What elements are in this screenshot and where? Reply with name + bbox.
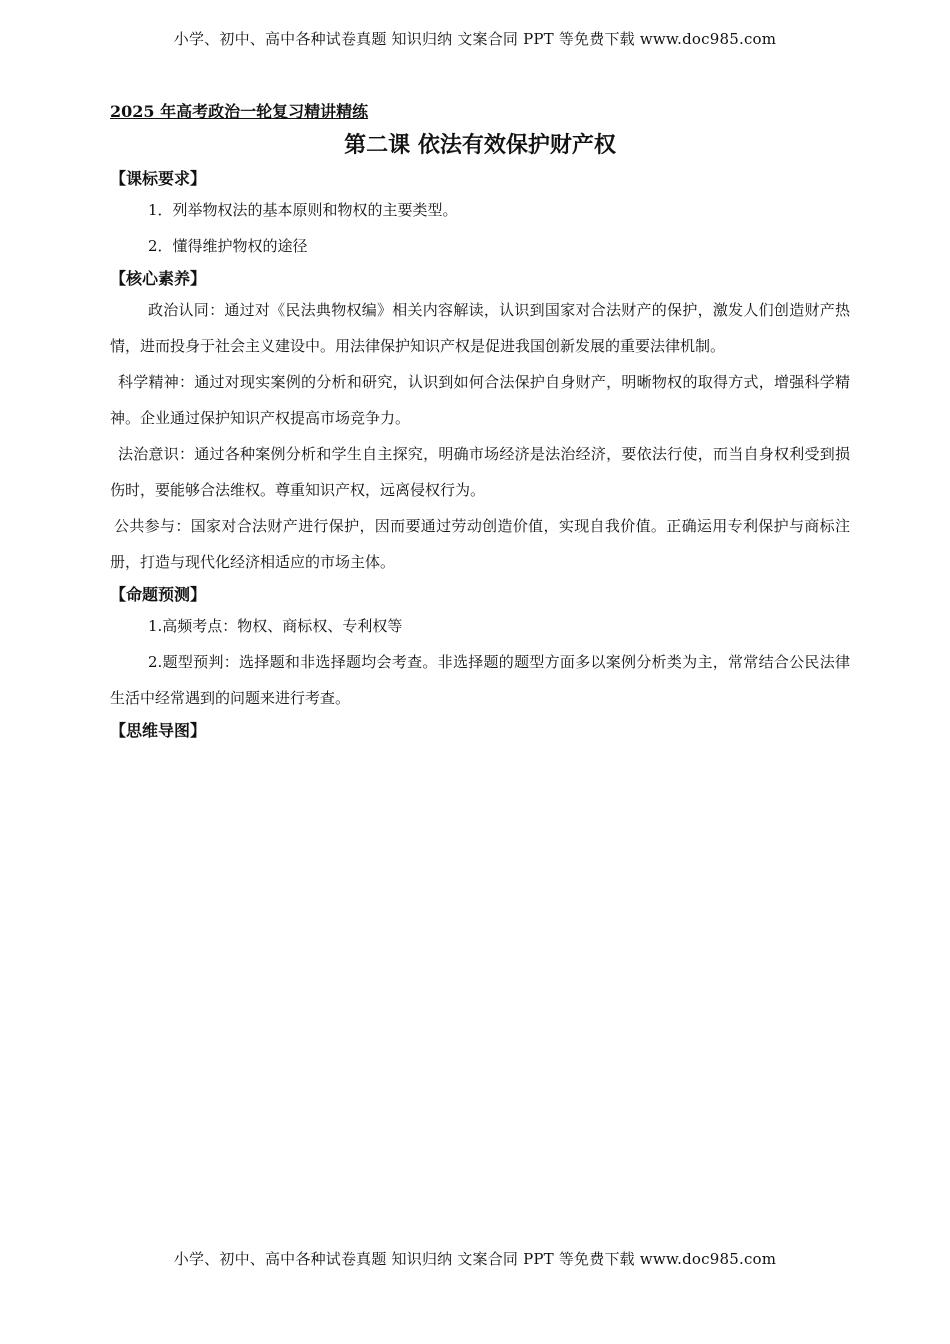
curriculum-item: 2．懂得维护物权的途径 (148, 237, 308, 255)
section-heading-prediction: 【命题预测】 (110, 585, 207, 604)
header-banner: 小学、初中、高中各种试卷真题 知识归纳 文案合同 PPT 等免费下载 www.doc985.com (173, 30, 777, 48)
literacy-paragraph-law: 法治意识：通过各种案例分析和学生自主探究，明确市场经济是法治经济，要依法行使，而当自身权利受到损伤时，要能够合法维权。尊重知识产权，远离侵权行为。 (110, 445, 850, 499)
footer-banner: 小学、初中、高中各种试卷真题 知识归纳 文案合同 PPT 等免费下载 www.doc985.com (173, 1250, 777, 1268)
literacy-paragraph-public: 公共参与：国家对合法财产进行保护，因而要通过劳动创造价值，实现自我价值。正确运用专利保护与商标注册，打造与现代化经济相适应的市场主体。 (110, 517, 850, 571)
prediction-item: 1.高频考点：物权、商标权、专利权等 (148, 617, 403, 635)
document-body (110, 100, 850, 744)
lesson-title: 第二课 依法有效保护财产权 (344, 133, 616, 158)
section-heading-literacy: 【核心素养】 (110, 269, 207, 288)
curriculum-item: 1．列举物权法的基本原则和物权的主要类型。 (148, 201, 458, 219)
section-heading-curriculum: 【课标要求】 (110, 169, 207, 188)
prediction-item: 2.题型预判：选择题和非选择题均会考查。非选择题的题型方面多以案例分析类为主，常常结合公民法律生活中经常遇到的问题来进行考查。 (110, 653, 850, 707)
section-heading-mindmap: 【思维导图】 (110, 721, 207, 740)
literacy-paragraph-science: 科学精神：通过对现实案例的分析和研究，认识到如何合法保护自身财产，明晰物权的取得方式，增强科学精神。企业通过保护知识产权提高市场竞争力。 (110, 373, 850, 427)
series-title: 2025 年高考政治一轮复习精讲精练 (110, 102, 369, 121)
literacy-paragraph-political: 政治认同：通过对《民法典物权编》相关内容解读，认识到国家对合法财产的保护，激发人们创造财产热情，进而投身于社会主义建设中。用法律保护知识产权是促进我国创新发展的重要法律机制。 (110, 301, 850, 355)
